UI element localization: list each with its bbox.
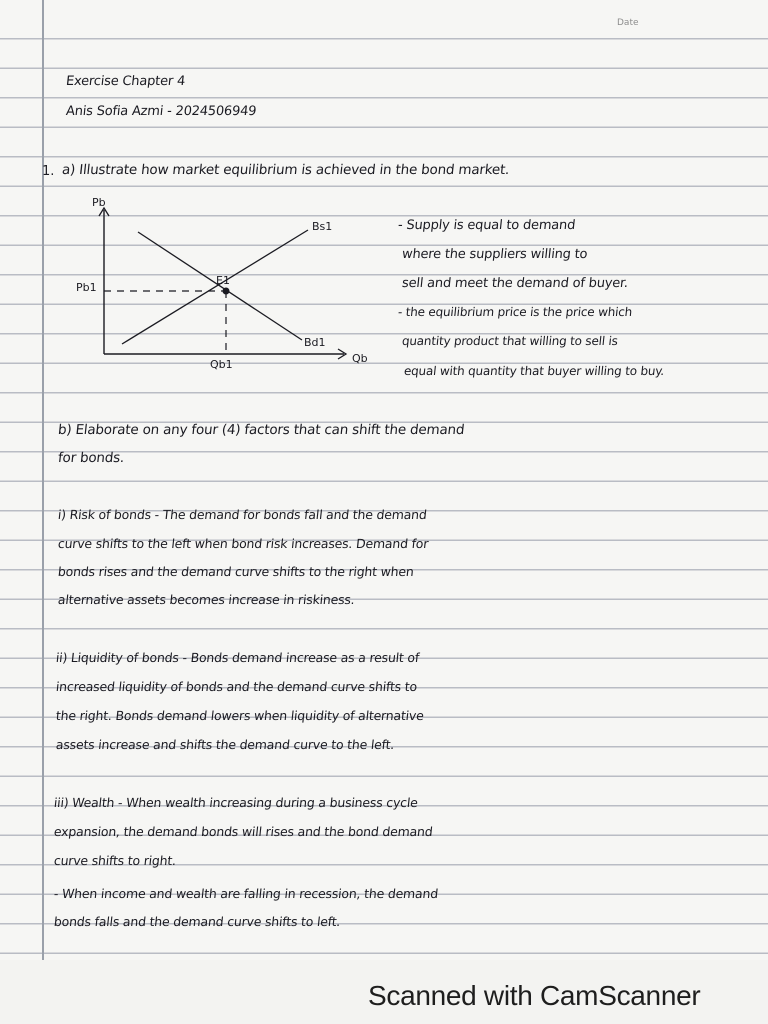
header-student: Anis Sofia Azmi - 2024506949 <box>65 104 257 119</box>
answer-a-line: quantity product that willing to sell is <box>401 334 619 348</box>
camscanner-watermark: Scanned with CamScanner <box>368 980 701 1011</box>
factor-3-line: iii) Wealth - When wealth increasing during a business cycle <box>53 795 419 810</box>
supply-label: Bs1 <box>312 220 333 233</box>
factor-3-line: curve shifts to right. <box>53 853 177 868</box>
answer-a-line: sell and meet the demand of buyer. <box>401 276 629 291</box>
bond-market-diagram <box>70 192 400 382</box>
part-b-question: for bonds. <box>57 450 125 466</box>
part-a-question: a) Illustrate how market equilibrium is achieved in the bond market. <box>61 162 511 178</box>
x-axis-label: Qb <box>352 352 368 365</box>
answer-a-line: - the equilibrium price is the price which <box>397 305 633 319</box>
answer-a-line: equal with quantity that buyer willing to buy. <box>403 364 665 378</box>
margin-line <box>42 0 44 960</box>
factor-2-line: the right. Bonds demand lowers when liquidity of alternative <box>55 708 425 723</box>
date-label: Date <box>617 18 639 28</box>
y-axis-label: Pb <box>92 196 106 209</box>
factor-2-line: assets increase and shifts the demand curve to the left. <box>55 737 395 752</box>
factor-1-line: alternative assets becomes increase in riskiness. <box>57 592 356 607</box>
demand-label: Bd1 <box>304 336 326 349</box>
factor-3-line: bonds falls and the demand curve shifts to left. <box>53 914 342 929</box>
factor-1-line: bonds rises and the demand curve shifts to the right when <box>57 564 415 579</box>
factor-2-line: ii) Liquidity of bonds - Bonds demand increase as a result of <box>55 650 420 665</box>
question-number: 1. <box>42 164 55 179</box>
equilibrium-point <box>223 288 230 295</box>
equilibrium-label: E1 <box>216 274 230 287</box>
part-b-question: b) Elaborate on any four (4) factors that can shift the demand <box>57 422 466 438</box>
factor-1-line: curve shifts to the left when bond risk increases. Demand for <box>57 536 430 551</box>
quantity-label: Qb1 <box>210 358 233 371</box>
answer-a-line: where the suppliers willing to <box>401 247 589 262</box>
factor-2-line: increased liquidity of bonds and the demand curve shifts to <box>55 679 418 694</box>
header-title: Exercise Chapter 4 <box>65 74 186 89</box>
supply-curve <box>122 230 308 344</box>
answer-a-line: - Supply is equal to demand <box>397 218 576 233</box>
price-label: Pb1 <box>76 281 97 294</box>
factor-3-line: - When income and wealth are falling in recession, the demand <box>53 886 439 901</box>
factor-1-line: i) Risk of bonds - The demand for bonds fall and the demand <box>57 507 428 522</box>
factor-3-line: expansion, the demand bonds will rises and the bond demand <box>53 824 434 839</box>
